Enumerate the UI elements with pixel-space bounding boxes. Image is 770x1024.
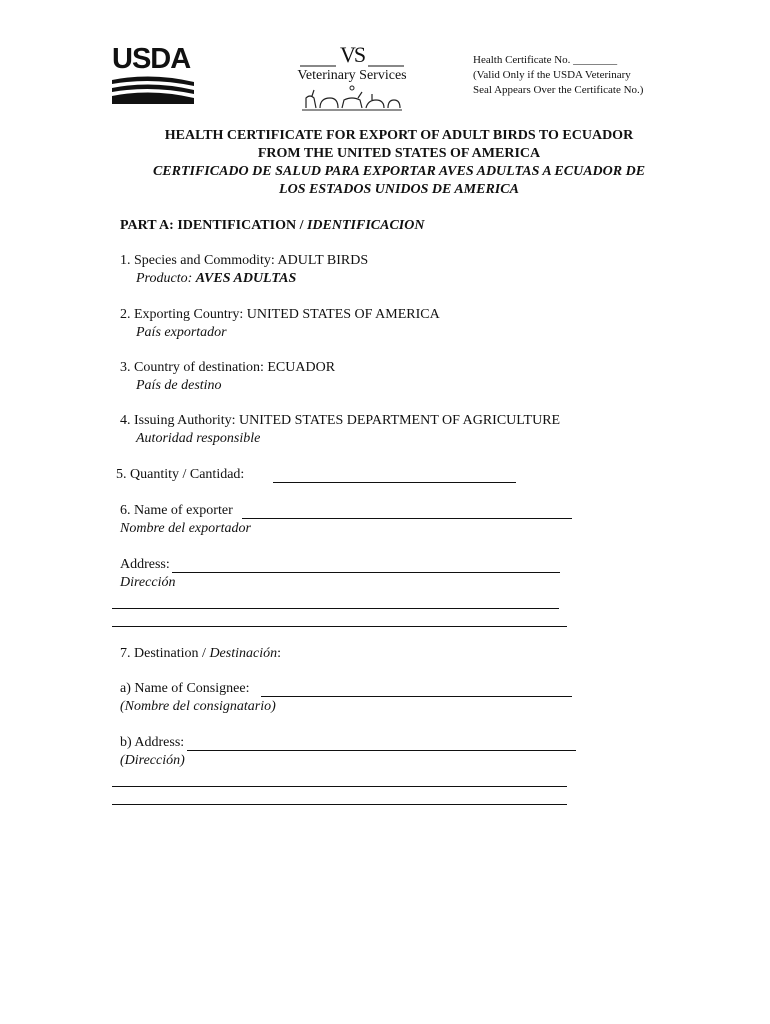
certificate-number-note xyxy=(473,53,713,98)
title-line-2: FROM THE UNITED STATES OF AMERICA xyxy=(257,146,541,161)
animals-silhouette-icon xyxy=(302,84,402,112)
quantity-input-line[interactable] xyxy=(273,482,516,483)
field-4-issuing-authority-es: Autoridad responsible xyxy=(136,431,261,446)
field-3-destination-country-es: País de destino xyxy=(136,378,222,393)
consignee-address-line-2[interactable] xyxy=(112,786,567,787)
field-7-label: 7. Destination / xyxy=(120,646,210,661)
exporter-address-label: Address: xyxy=(120,557,170,572)
document-title xyxy=(100,127,698,199)
certificate-number-label: Health Certificate No. ________ xyxy=(473,54,618,66)
veterinary-services-logo xyxy=(296,42,408,114)
field-6-exporter-es: Nombre del exportador xyxy=(120,521,251,536)
usda-swoosh-icon xyxy=(112,74,194,104)
part-a-heading-en: PART A: IDENTIFICATION / xyxy=(120,218,307,233)
exporter-address-es: Dirección xyxy=(120,575,176,590)
exporter-address-input-line[interactable] xyxy=(172,572,560,573)
field-7-colon: : xyxy=(277,646,281,661)
exporter-address-line-3[interactable] xyxy=(112,626,567,627)
field-2-exporting-country-es: País exportador xyxy=(136,325,227,340)
consignee-name-es: (Nombre del consignatario) xyxy=(120,699,276,714)
field-5-quantity-label: 5. Quantity / Cantidad: xyxy=(116,467,245,482)
vs-mark-text: VS xyxy=(339,42,365,67)
field-6-exporter-label: 6. Name of exporter xyxy=(120,503,233,518)
field-1-species-es xyxy=(136,270,296,288)
usda-logo xyxy=(112,44,194,104)
consignee-address-es: (Dirección) xyxy=(120,753,185,768)
field-1-es-label: Producto: xyxy=(136,271,196,286)
consignee-name-input-line[interactable] xyxy=(261,696,572,697)
exporter-address-line-2[interactable] xyxy=(112,608,559,609)
part-a-heading-es: IDENTIFICACION xyxy=(306,218,425,233)
part-a-heading xyxy=(120,217,424,235)
field-1-es-value: AVES ADULTAS xyxy=(195,271,297,286)
field-3-destination-country: 3. Country of destination: ECUADOR xyxy=(120,360,336,375)
consignee-address-line-3[interactable] xyxy=(112,804,567,805)
vs-logo-text: Veterinary Services xyxy=(297,68,407,83)
certificate-validity-note-2: Seal Appears Over the Certificate No.) xyxy=(473,84,644,96)
field-2-exporting-country: 2. Exporting Country: UNITED STATES OF AMERICA xyxy=(120,307,440,322)
field-1-species: 1. Species and Commodity: ADULT BIRDS xyxy=(120,253,369,268)
consignee-name-label: a) Name of Consignee: xyxy=(120,681,250,696)
consignee-address-label: b) Address: xyxy=(120,735,185,750)
title-line-1: HEALTH CERTIFICATE FOR EXPORT OF ADULT BIRDS TO ECUADOR xyxy=(164,128,634,143)
usda-logo-text: USDA xyxy=(112,43,191,75)
certificate-validity-note-1: (Valid Only if the USDA Veterinary xyxy=(473,69,631,81)
field-7-destination xyxy=(120,645,281,663)
field-4-issuing-authority: 4. Issuing Authority: UNITED STATES DEPARTMENT OF AGRICULTURE xyxy=(120,413,561,428)
consignee-address-input-line[interactable] xyxy=(187,750,576,751)
title-line-3: CERTIFICADO DE SALUD PARA EXPORTAR AVES ADULTAS A ECUADOR DE xyxy=(152,164,646,179)
title-line-4: LOS ESTADOS UNIDOS DE AMERICA xyxy=(279,182,519,197)
field-7-es: Destinación xyxy=(209,646,278,661)
exporter-name-input-line[interactable] xyxy=(242,518,572,519)
